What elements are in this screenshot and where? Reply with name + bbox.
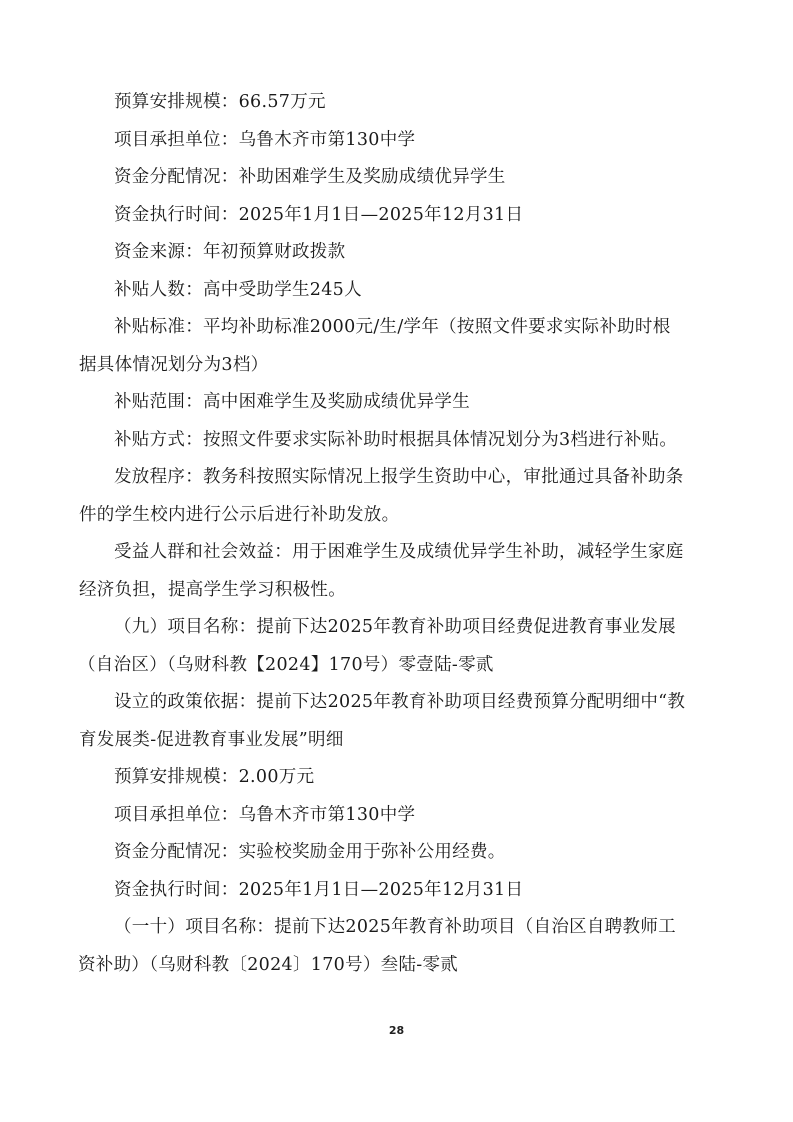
subsidy-standard-paragraph	[79, 309, 714, 384]
text-line: 补贴人数：高中受助学生245人	[114, 279, 362, 300]
text-line: 资金来源：年初预算财政拨款	[114, 242, 346, 262]
budget-scale-paragraph-2	[114, 759, 714, 797]
text-line: 资金分配情况：补助困难学生及奖励成绩优异学生	[114, 167, 506, 187]
text-line: （一十）项目名称：提前下达2025年教育补助项目（自治区自聘教师工	[114, 917, 676, 937]
text-line: 资金分配情况：实验校奖励金用于弥补公用经费。	[114, 842, 506, 862]
text-line: 发放程序：教务科按照实际情况上报学生资助中心，审批通过具备补助条	[114, 467, 684, 487]
distribution-procedure-paragraph	[79, 459, 714, 534]
text-line: 资金执行时间：2025年1月1日—2025年12月31日	[114, 879, 524, 900]
subsidy-method-paragraph	[114, 422, 714, 460]
subsidy-scope-paragraph	[114, 384, 714, 422]
execution-time-paragraph	[114, 197, 714, 235]
fund-source-paragraph	[114, 234, 714, 272]
text-line: 资金执行时间：2025年1月1日—2025年12月31日	[114, 204, 524, 225]
document-body	[78, 84, 714, 984]
project-unit-paragraph-2	[114, 797, 714, 835]
execution-time-paragraph-2	[114, 872, 714, 910]
page-number: 28	[388, 1024, 405, 1037]
beneficiaries-paragraph	[79, 534, 714, 609]
text-line-continued: 件的学生校内进行公示后进行补助发放。	[79, 504, 400, 525]
text-line-continued: 经济负担，提高学生学习积极性。	[79, 579, 346, 600]
project-ten-heading	[78, 909, 714, 984]
text-line: 预算安排规模：66.57万元	[114, 92, 326, 112]
text-line-continued: 资补助）（乌财科教〔2024〕170号）叁陆-零贰	[78, 954, 459, 975]
text-line: 补贴方式：按照文件要求实际补助时根据具体情况划分为3档进行补贴。	[114, 429, 678, 450]
project-unit-paragraph	[114, 122, 714, 160]
text-line: （九）项目名称：提前下达2025年教育补助项目经费促进教育事业发展	[114, 617, 676, 637]
text-line: 项目承担单位：乌鲁木齐市第130中学	[114, 129, 416, 150]
text-line-continued: 育发展类-促进教育事业发展”明细	[79, 729, 344, 750]
text-line: 设立的政策依据：提前下达2025年教育补助项目经费预算分配明细中“教	[114, 692, 686, 712]
text-line-continued: 据具体情况划分为3档）	[79, 354, 269, 375]
text-line: 补贴范围：高中困难学生及奖励成绩优异学生	[114, 392, 470, 412]
text-line-continued: （自治区）（乌财科教【2024】170号）零壹陆-零贰	[78, 654, 494, 675]
budget-scale-paragraph	[114, 84, 714, 122]
text-line: 受益人群和社会效益：用于困难学生及成绩优异学生补助，减轻学生家庭	[114, 542, 684, 562]
project-nine-heading	[78, 609, 714, 684]
subsidy-count-paragraph	[114, 272, 714, 310]
text-line: 补贴标准：平均补助标准2000元/生/学年（按照文件要求实际补助时根	[114, 317, 671, 337]
fund-allocation-paragraph	[114, 159, 714, 197]
fund-allocation-paragraph-2	[114, 834, 714, 872]
text-line: 项目承担单位：乌鲁木齐市第130中学	[114, 804, 416, 825]
text-line: 预算安排规模：2.00万元	[114, 767, 315, 787]
policy-basis-paragraph	[79, 684, 714, 759]
